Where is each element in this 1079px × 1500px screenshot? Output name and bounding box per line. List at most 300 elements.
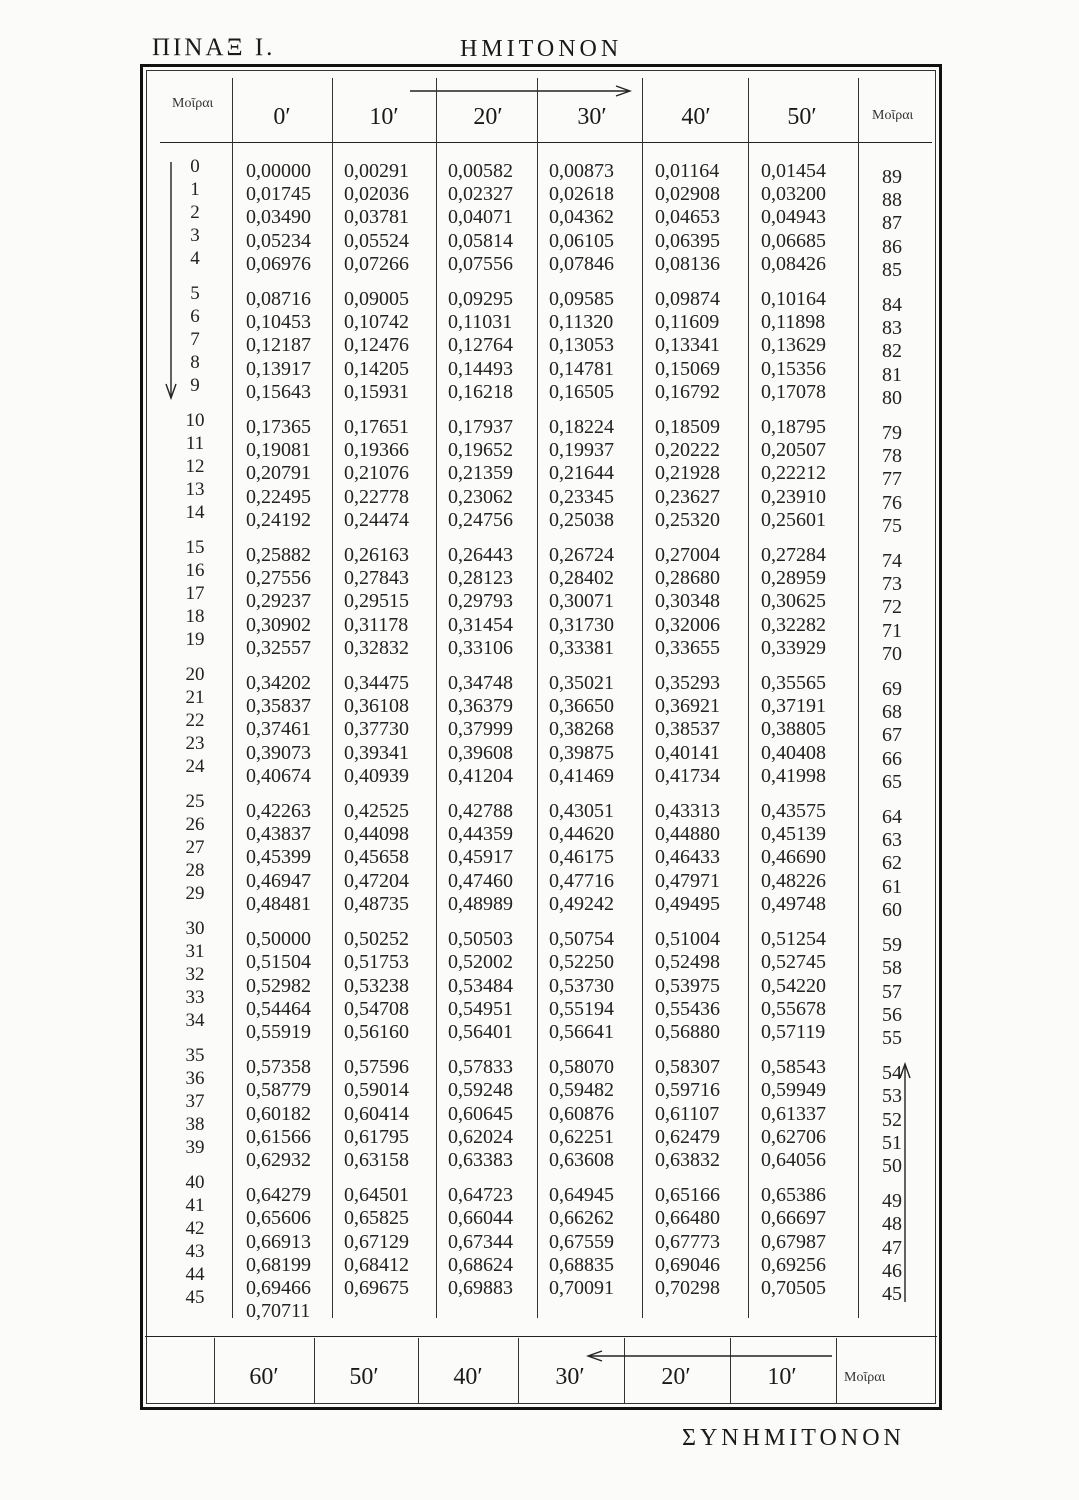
degree-cell: 3 [190, 225, 200, 246]
value-cell: 0,61795 [344, 1125, 409, 1148]
value-cell: 0,34748 [448, 672, 513, 695]
value-cell: 0,28959 [761, 567, 826, 590]
values-column-0min [246, 160, 311, 1335]
value-cell: 0,18509 [655, 416, 720, 439]
value-cell: 0,61566 [246, 1125, 311, 1148]
degree-cell: 20 [185, 664, 205, 685]
value-cell: 0,67344 [448, 1230, 513, 1253]
value-cell: 0,15643 [246, 380, 311, 403]
value-cell: 0,68624 [448, 1253, 513, 1276]
value-cell: 0,00582 [448, 160, 513, 182]
value-cell: 0,25320 [655, 508, 720, 531]
value-cell: 0,29793 [448, 590, 513, 613]
value-cell: 0,06685 [761, 229, 826, 252]
degree-cell: 44 [185, 1264, 205, 1285]
cofunction-degree-cell: 79 [882, 422, 902, 445]
degree-cell: 39 [185, 1137, 205, 1158]
degree-cell: 40 [185, 1172, 205, 1193]
value-group [344, 928, 409, 1044]
value-cell: 0,00291 [344, 160, 409, 182]
value-cell: 0,65606 [246, 1207, 311, 1230]
value-cell: 0,69883 [448, 1276, 513, 1299]
degree-cell: 32 [185, 964, 205, 985]
degree-cell: 26 [185, 814, 205, 835]
value-cell: 0,19081 [246, 439, 311, 462]
value-cell: 0,20507 [761, 439, 826, 462]
value-cell: 0,66480 [655, 1207, 720, 1230]
degree-cell: 5 [190, 283, 200, 304]
cofunction-degree-cell: 59 [882, 934, 902, 957]
value-cell: 0,39608 [448, 741, 513, 764]
value-cell: 0,41734 [655, 764, 720, 787]
value-cell: 0,01164 [655, 160, 720, 182]
cofunction-group [862, 678, 922, 794]
value-cell: 0,02036 [344, 183, 409, 206]
footer-rule [836, 1338, 837, 1404]
value-group [246, 288, 311, 404]
value-cell: 0,46947 [246, 869, 311, 892]
value-cell: 0,48481 [246, 892, 311, 915]
left-arrow-icon [586, 1349, 832, 1363]
degree-cell: 29 [185, 883, 205, 904]
minute-header-0: 0′ [273, 104, 291, 130]
value-cell: 0,32282 [761, 613, 826, 636]
value-cell: 0,45139 [761, 823, 826, 846]
cofunction-degree-cell: 81 [882, 363, 902, 386]
value-cell: 0,59482 [549, 1079, 614, 1102]
cofunction-degree-cell: 52 [882, 1108, 902, 1131]
value-cell: 0,33106 [448, 636, 513, 659]
degrees-header-right: Μοῖραι [872, 108, 914, 123]
value-cell: 0,37730 [344, 718, 409, 741]
value-cell: 0,06395 [655, 229, 720, 252]
degree-group [168, 409, 222, 524]
degree-cell: 7 [190, 329, 200, 350]
cofunction-group [862, 1190, 922, 1306]
value-group [448, 1056, 513, 1172]
value-cell: 0,70298 [655, 1276, 720, 1299]
value-group [761, 416, 826, 532]
value-group [549, 288, 614, 404]
value-group [246, 800, 311, 916]
value-group [344, 800, 409, 916]
column-rule [537, 78, 538, 1318]
value-cell: 0,48735 [344, 892, 409, 915]
value-cell: 0,19937 [549, 439, 614, 462]
value-cell: 0,55919 [246, 1020, 311, 1043]
value-group [448, 544, 513, 660]
value-group [246, 1184, 311, 1323]
value-cell: 0,62479 [655, 1125, 720, 1148]
cofunction-degree-cell: 64 [882, 806, 902, 829]
value-group [344, 1056, 409, 1172]
value-cell: 0,22212 [761, 462, 826, 485]
value-cell: 0,08426 [761, 252, 826, 275]
value-cell: 0,36921 [655, 695, 720, 718]
value-cell: 0,62932 [246, 1148, 311, 1171]
value-cell: 0,04362 [549, 206, 614, 229]
values-column-40min [655, 160, 720, 1335]
value-cell: 0,43837 [246, 823, 311, 846]
cofunction-degree-cell: 49 [882, 1190, 902, 1213]
value-cell: 0,43051 [549, 800, 614, 823]
value-cell: 0,38537 [655, 718, 720, 741]
value-group [655, 416, 720, 532]
value-cell: 0,11609 [655, 311, 720, 334]
value-cell: 0,15931 [344, 380, 409, 403]
value-group [448, 672, 513, 788]
value-cell [761, 1300, 826, 1323]
header-row [160, 78, 932, 143]
cofunction-degree-cell: 45 [882, 1282, 902, 1305]
cofunction-group [862, 550, 922, 666]
value-group [761, 1184, 826, 1323]
value-cell: 0,23910 [761, 485, 826, 508]
value-cell: 0,52982 [246, 974, 311, 997]
table-label: ΠΙΝΑΞ Ι. [152, 34, 276, 61]
value-cell: 0,13341 [655, 334, 720, 357]
value-cell: 0,46690 [761, 846, 826, 869]
cofunction-degree-cell: 83 [882, 317, 902, 340]
cofunction-degree-cell: 47 [882, 1236, 902, 1259]
value-cell: 0,53975 [655, 974, 720, 997]
degree-cell: 12 [185, 456, 205, 477]
value-cell: 0,12764 [448, 334, 513, 357]
value-cell: 0,01745 [246, 183, 311, 206]
value-cell: 0,14781 [549, 357, 614, 380]
minute-header-50: 50′ [787, 104, 817, 130]
value-cell: 0,15356 [761, 357, 826, 380]
value-cell: 0,23627 [655, 485, 720, 508]
cofunction-degree-cell: 89 [882, 166, 902, 188]
value-cell: 0,15069 [655, 357, 720, 380]
cofunction-degree-cell: 73 [882, 573, 902, 596]
value-cell: 0,70505 [761, 1276, 826, 1299]
value-cell: 0,09585 [549, 288, 614, 311]
value-cell: 0,56880 [655, 1020, 720, 1043]
value-cell: 0,02618 [549, 183, 614, 206]
value-cell: 0,65386 [761, 1184, 826, 1207]
value-cell: 0,03490 [246, 206, 311, 229]
column-rule [858, 78, 859, 1318]
cofunction-degree-cell: 70 [882, 642, 902, 665]
minute-header-40: 40′ [681, 104, 711, 130]
degree-group [168, 1044, 222, 1159]
value-cell: 0,59248 [448, 1079, 513, 1102]
degree-cell: 31 [185, 941, 205, 962]
value-cell: 0,09005 [344, 288, 409, 311]
value-cell: 0,46433 [655, 846, 720, 869]
value-group [448, 160, 513, 276]
value-cell: 0,39073 [246, 741, 311, 764]
degree-cell: 8 [190, 352, 200, 373]
value-cell: 0,38268 [549, 718, 614, 741]
cofunction-degree-cell: 57 [882, 980, 902, 1003]
cofunction-degree-cell: 62 [882, 852, 902, 875]
value-cell: 0,07556 [448, 252, 513, 275]
value-cell: 0,63832 [655, 1148, 720, 1171]
degrees-header-left: Μοῖραι [172, 96, 214, 111]
cofunction-degree-cell: 74 [882, 550, 902, 573]
value-group [549, 1056, 614, 1172]
value-cell: 0,35021 [549, 672, 614, 695]
value-cell: 0,64279 [246, 1184, 311, 1207]
cofunction-degree-cell: 75 [882, 514, 902, 537]
value-group [761, 288, 826, 404]
value-cell: 0,43575 [761, 800, 826, 823]
value-cell: 0,27556 [246, 567, 311, 590]
value-cell: 0,69046 [655, 1253, 720, 1276]
footer-rule [730, 1338, 731, 1404]
cofunction-group [862, 1062, 922, 1178]
value-cell: 0,05234 [246, 229, 311, 252]
degree-group [168, 917, 222, 1032]
degree-cell: 9 [190, 375, 200, 396]
value-cell: 0,54708 [344, 997, 409, 1020]
value-cell: 0,45399 [246, 846, 311, 869]
value-cell: 0,17651 [344, 416, 409, 439]
cofunction-degree-cell: 50 [882, 1154, 902, 1177]
value-cell: 0,13917 [246, 357, 311, 380]
value-cell: 0,69256 [761, 1253, 826, 1276]
cofunction-degree-cell: 51 [882, 1131, 902, 1154]
values-column-50min [761, 160, 826, 1335]
value-cell: 0,25882 [246, 544, 311, 567]
values-column-10min [344, 160, 409, 1335]
value-cell: 0,10164 [761, 288, 826, 311]
right-arrow-icon [410, 84, 632, 98]
value-cell: 0,10453 [246, 311, 311, 334]
footer-rule [518, 1338, 519, 1404]
value-cell: 0,50000 [246, 928, 311, 951]
degree-cell: 36 [185, 1068, 205, 1089]
value-cell: 0,07846 [549, 252, 614, 275]
value-cell: 0,47204 [344, 869, 409, 892]
value-cell [344, 1300, 409, 1323]
value-cell: 0,44098 [344, 823, 409, 846]
value-cell: 0,66262 [549, 1207, 614, 1230]
degree-cell: 45 [185, 1287, 205, 1308]
degree-group [168, 790, 222, 905]
value-cell [655, 1300, 720, 1323]
value-cell: 0,47460 [448, 869, 513, 892]
value-cell: 0,55194 [549, 997, 614, 1020]
value-cell: 0,56641 [549, 1020, 614, 1043]
value-cell: 0,24756 [448, 508, 513, 531]
cofunction-degree-cell: 66 [882, 747, 902, 770]
value-cell: 0,62251 [549, 1125, 614, 1148]
degree-cell: 4 [190, 248, 200, 269]
degrees-column [168, 155, 222, 1321]
cofunction-degrees-column [862, 166, 922, 1318]
degree-group [168, 536, 222, 651]
value-cell: 0,21644 [549, 462, 614, 485]
value-cell: 0,35293 [655, 672, 720, 695]
column-rule [642, 78, 643, 1318]
value-cell: 0,04653 [655, 206, 720, 229]
cofunction-group [862, 806, 922, 922]
degree-cell: 27 [185, 837, 205, 858]
value-group [655, 544, 720, 660]
value-cell: 0,44620 [549, 823, 614, 846]
minute-header-20: 20′ [473, 104, 503, 130]
value-cell: 0,56160 [344, 1020, 409, 1043]
value-cell: 0,49748 [761, 892, 826, 915]
value-cell: 0,57358 [246, 1056, 311, 1079]
value-cell: 0,60414 [344, 1102, 409, 1125]
degree-cell: 22 [185, 710, 205, 731]
value-cell: 0,51504 [246, 951, 311, 974]
value-cell: 0,54464 [246, 997, 311, 1020]
value-group [344, 288, 409, 404]
cofunction-degree-cell: 65 [882, 770, 902, 793]
value-cell: 0,60876 [549, 1102, 614, 1125]
value-cell: 0,21359 [448, 462, 513, 485]
cofunction-degree-cell: 86 [882, 235, 902, 258]
value-cell: 0,69675 [344, 1276, 409, 1299]
value-cell: 0,48989 [448, 892, 513, 915]
cofunction-degree-cell: 84 [882, 294, 902, 317]
value-cell: 0,30902 [246, 613, 311, 636]
value-group [549, 544, 614, 660]
value-group [448, 1184, 513, 1323]
value-cell: 0,41998 [761, 764, 826, 787]
value-cell: 0,05524 [344, 229, 409, 252]
value-cell: 0,47716 [549, 869, 614, 892]
value-cell: 0,01454 [761, 160, 826, 182]
value-cell: 0,19366 [344, 439, 409, 462]
value-cell: 0,04071 [448, 206, 513, 229]
value-cell: 0,42263 [246, 800, 311, 823]
value-cell: 0,17937 [448, 416, 513, 439]
value-cell: 0,40939 [344, 764, 409, 787]
degree-cell: 16 [185, 560, 205, 581]
degree-cell: 35 [185, 1045, 205, 1066]
value-cell: 0,27843 [344, 567, 409, 590]
value-cell: 0,63158 [344, 1148, 409, 1171]
value-cell: 0,17365 [246, 416, 311, 439]
cofunction-degree-cell: 55 [882, 1026, 902, 1049]
value-cell: 0,27004 [655, 544, 720, 567]
value-cell: 0,29515 [344, 590, 409, 613]
value-cell: 0,35565 [761, 672, 826, 695]
value-cell: 0,25038 [549, 508, 614, 531]
value-cell: 0,51004 [655, 928, 720, 951]
value-cell: 0,03200 [761, 183, 826, 206]
degree-cell: 13 [185, 479, 205, 500]
value-cell: 0,09295 [448, 288, 513, 311]
cofunction-group [862, 166, 922, 282]
value-group [655, 800, 720, 916]
value-cell: 0,31178 [344, 613, 409, 636]
value-cell: 0,36108 [344, 695, 409, 718]
value-cell: 0,52745 [761, 951, 826, 974]
value-group [655, 1184, 720, 1323]
degree-group [168, 663, 222, 778]
value-cell: 0,23345 [549, 485, 614, 508]
column-rule [436, 78, 437, 1318]
value-cell: 0,68835 [549, 1253, 614, 1276]
value-cell: 0,33929 [761, 636, 826, 659]
value-cell: 0,65166 [655, 1184, 720, 1207]
value-cell: 0,24192 [246, 508, 311, 531]
value-cell: 0,63383 [448, 1148, 513, 1171]
value-group [761, 544, 826, 660]
value-cell: 0,50754 [549, 928, 614, 951]
cofunction-degree-cell: 53 [882, 1085, 902, 1108]
degree-cell: 41 [185, 1195, 205, 1216]
cofunction-degree-cell: 80 [882, 386, 902, 409]
value-cell: 0,47971 [655, 869, 720, 892]
value-cell: 0,21076 [344, 462, 409, 485]
value-group [246, 416, 311, 532]
degree-cell: 33 [185, 987, 205, 1008]
value-cell: 0,31730 [549, 613, 614, 636]
value-cell: 0,25601 [761, 508, 826, 531]
cofunction-group [862, 294, 922, 410]
value-cell: 0,39875 [549, 741, 614, 764]
value-cell: 0,34202 [246, 672, 311, 695]
degree-cell: 23 [185, 733, 205, 754]
degree-cell: 11 [185, 433, 205, 454]
cofunction-degree-cell: 46 [882, 1259, 902, 1282]
value-cell: 0,22778 [344, 485, 409, 508]
degree-cell: 38 [185, 1114, 205, 1135]
values-column-20min [448, 160, 513, 1335]
column-rule [332, 78, 333, 1318]
value-cell: 0,03781 [344, 206, 409, 229]
value-cell: 0,26163 [344, 544, 409, 567]
minute-header-10: 10′ [369, 104, 399, 130]
value-cell: 0,69466 [246, 1276, 311, 1299]
value-cell: 0,46175 [549, 846, 614, 869]
value-cell: 0,11031 [448, 311, 513, 334]
minute-footer-30: 30′ [555, 1364, 585, 1390]
value-cell: 0,30071 [549, 590, 614, 613]
cofunction-degree-cell: 56 [882, 1003, 902, 1026]
minute-footer-50: 50′ [349, 1364, 379, 1390]
value-cell: 0,53238 [344, 974, 409, 997]
value-cell: 0,00873 [549, 160, 614, 182]
value-cell: 0,58543 [761, 1056, 826, 1079]
value-cell: 0,14205 [344, 357, 409, 380]
value-cell: 0,41204 [448, 764, 513, 787]
cofunction-degree-cell: 69 [882, 678, 902, 701]
degree-cell: 15 [185, 537, 205, 558]
value-cell: 0,42525 [344, 800, 409, 823]
value-cell: 0,44359 [448, 823, 513, 846]
value-cell: 0,66913 [246, 1230, 311, 1253]
value-cell: 0,28123 [448, 567, 513, 590]
degree-cell: 0 [190, 156, 200, 177]
degree-cell: 18 [185, 606, 205, 627]
value-cell: 0,33655 [655, 636, 720, 659]
value-cell: 0,45917 [448, 846, 513, 869]
value-cell: 0,38805 [761, 718, 826, 741]
value-cell: 0,68199 [246, 1253, 311, 1276]
value-group [246, 1056, 311, 1172]
page-title: ΗΜΙΤΟΝΟΝ [460, 36, 623, 62]
minute-footer-10: 10′ [767, 1364, 797, 1390]
degree-cell: 25 [185, 791, 205, 812]
value-cell: 0,59949 [761, 1079, 826, 1102]
degree-cell: 28 [185, 860, 205, 881]
degree-cell: 6 [190, 306, 200, 327]
value-cell [448, 1300, 513, 1323]
value-cell: 0,49495 [655, 892, 720, 915]
value-cell: 0,55436 [655, 997, 720, 1020]
cofunction-degree-cell: 78 [882, 445, 902, 468]
